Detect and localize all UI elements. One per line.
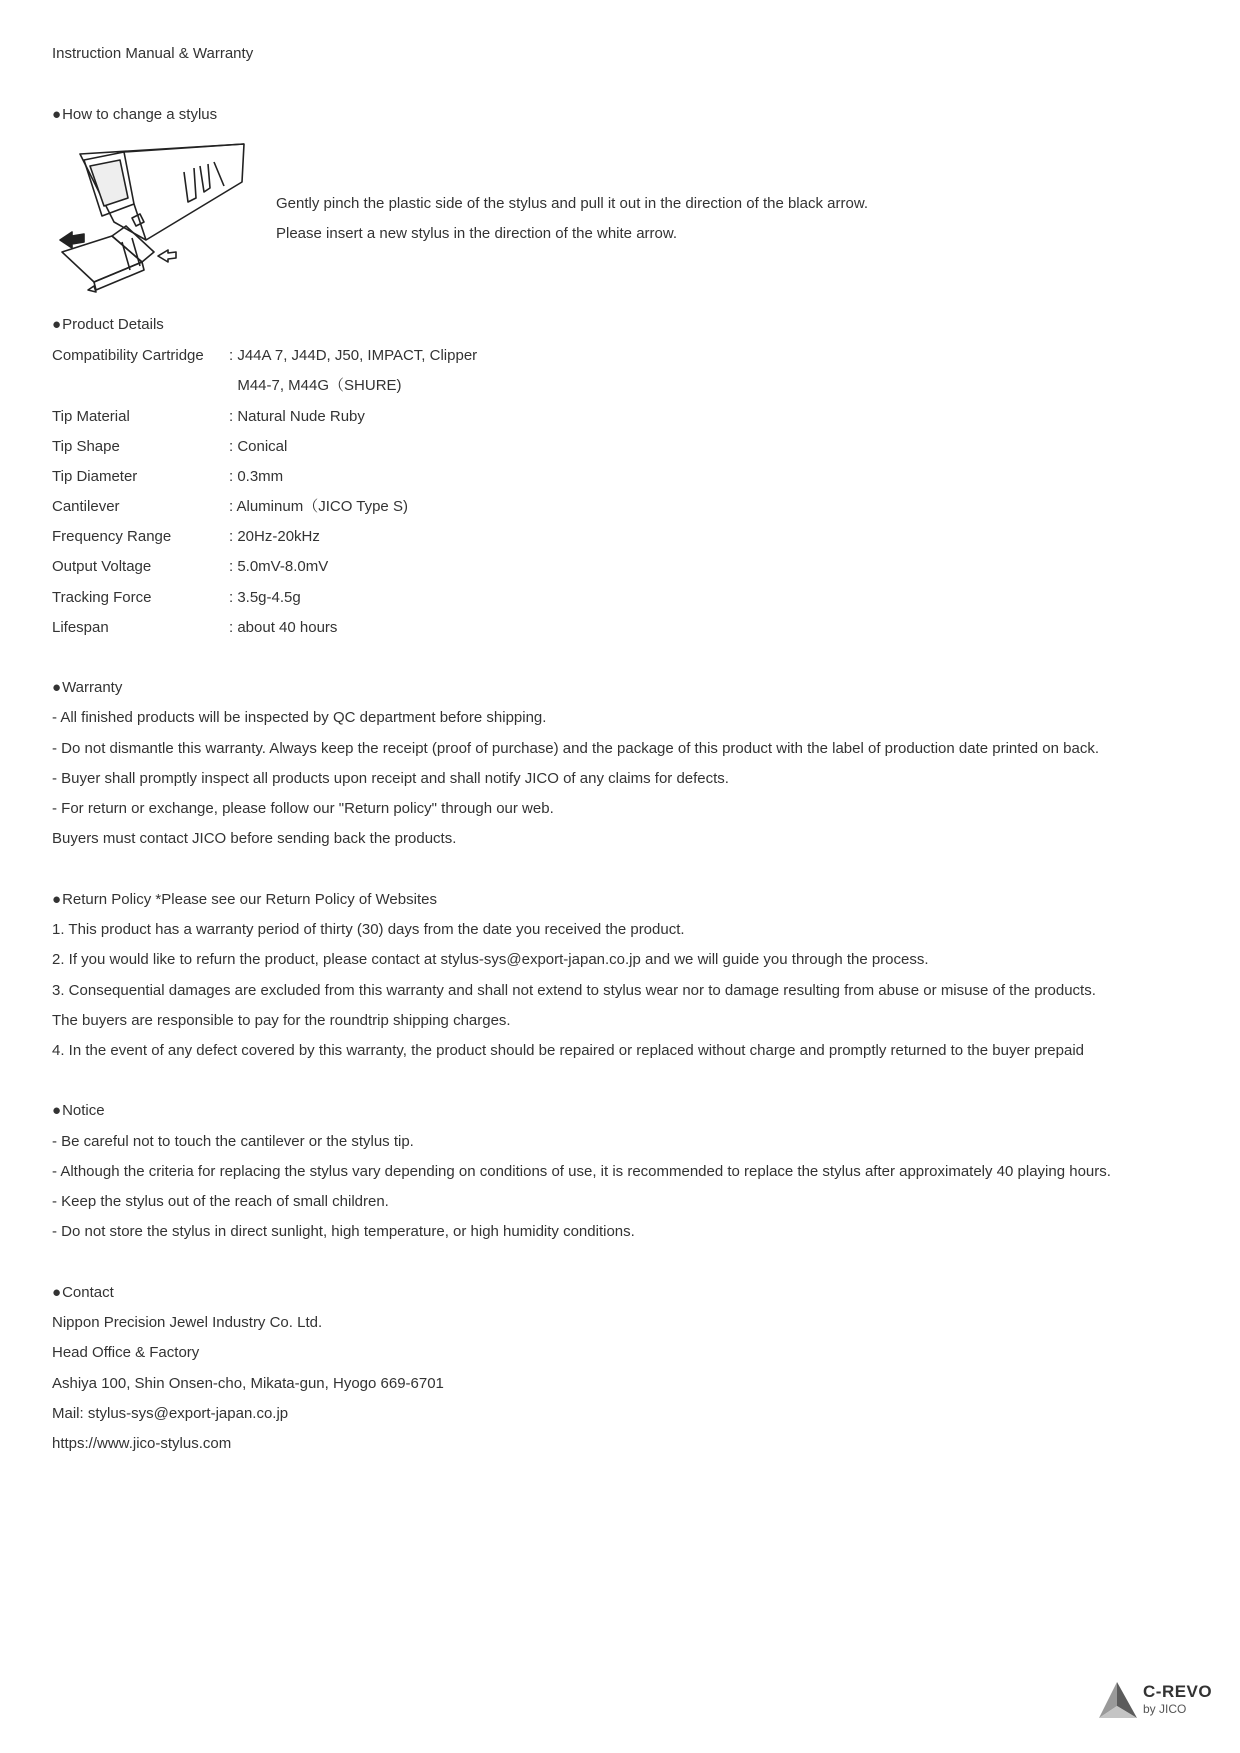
contact-company: Nippon Precision Jewel Industry Co. Ltd. bbox=[52, 1314, 323, 1331]
notice-line: - Keep the stylus out of the reach of small children. bbox=[52, 1193, 389, 1210]
warranty-line: - All finished products will be inspected by QC department before shipping. bbox=[52, 709, 547, 726]
section-heading-warranty: ●Warranty bbox=[52, 679, 123, 696]
contact-address: Ashiya 100, Shin Onsen-cho, Mikata-gun, Hyogo 669-6701 bbox=[52, 1375, 444, 1392]
return-policy-line: The buyers are responsible to pay for the roundtrip shipping charges. bbox=[52, 1012, 511, 1029]
spec-label: Tip Diameter bbox=[52, 468, 138, 485]
spec-row bbox=[52, 497, 852, 517]
spec-row bbox=[52, 407, 852, 427]
brand-logo bbox=[1097, 1680, 1215, 1720]
return-policy-line: 1. This product has a warranty period of thirty (30) days from the date you received the product. bbox=[52, 921, 685, 938]
spec-label: Lifespan bbox=[52, 619, 109, 636]
logo-brand-text: C-REVO bbox=[1143, 1682, 1213, 1701]
spec-label: Compatibility Cartridge bbox=[52, 347, 204, 364]
bullet-icon: ● bbox=[52, 891, 62, 908]
warranty-line: Buyers must contact JICO before sending back the products. bbox=[52, 830, 457, 847]
contact-office: Head Office & Factory bbox=[52, 1344, 200, 1361]
spec-row bbox=[52, 376, 852, 396]
notice-line: - Be careful not to touch the cantilever or the stylus tip. bbox=[52, 1133, 414, 1150]
spec-row bbox=[52, 588, 852, 608]
spec-row bbox=[52, 527, 852, 547]
contact-mail: Mail: stylus-sys@export-japan.co.jp bbox=[52, 1405, 289, 1422]
spec-value: M44-7, M44G（SHURE) bbox=[229, 377, 402, 394]
change-instruction-1: Gently pinch the plastic side of the stylus and pull it out in the direction of the black arrow. bbox=[276, 195, 868, 212]
spec-value: : 20Hz-20kHz bbox=[229, 528, 320, 545]
warranty-line: - Do not dismantle this warranty. Always keep the receipt (proof of purchase) and the package of this product with the label of production date printed on back. bbox=[52, 740, 1099, 757]
notice-line: - Do not store the stylus in direct sunlight, high temperature, or high humidity conditions. bbox=[52, 1223, 635, 1240]
triangle-logo-icon bbox=[1097, 1680, 1139, 1720]
section-heading-change-stylus: ●How to change a stylus bbox=[52, 106, 218, 123]
bullet-icon: ● bbox=[52, 679, 62, 696]
section-heading-notice: ●Notice bbox=[52, 1102, 105, 1119]
logo-sub-text: by JICO bbox=[1143, 1702, 1187, 1716]
spec-value: : J44A 7, J44D, J50, IMPACT, Clipper bbox=[229, 347, 478, 364]
return-policy-line: 4. In the event of any defect covered by this warranty, the product should be repaired or replaced without charge and promptly returned to the buyer prepaid bbox=[52, 1042, 1085, 1059]
section-heading-product-details: ●Product Details bbox=[52, 316, 164, 333]
spec-label: Tracking Force bbox=[52, 589, 152, 606]
stylus-diagram-icon bbox=[54, 142, 252, 300]
spec-label: Frequency Range bbox=[52, 528, 172, 545]
spec-label: Tip Shape bbox=[52, 438, 120, 455]
contact-website-link[interactable]: https://www.jico-stylus.com bbox=[52, 1435, 232, 1452]
spec-value: : 3.5g-4.5g bbox=[229, 589, 301, 606]
bullet-icon: ● bbox=[52, 1284, 62, 1301]
warranty-line: - Buyer shall promptly inspect all products upon receipt and shall notify JICO of any claims for defects. bbox=[52, 770, 729, 787]
bullet-icon: ● bbox=[52, 316, 62, 333]
spec-row bbox=[52, 467, 852, 487]
spec-value: : about 40 hours bbox=[229, 619, 338, 636]
spec-value: : 5.0mV-8.0mV bbox=[229, 558, 329, 575]
return-policy-line: 3. Consequential damages are excluded from this warranty and shall not extend to stylus wear nor to damage resulting from abuse or misuse of the products. bbox=[52, 982, 1096, 999]
section-heading-contact: ●Contact bbox=[52, 1284, 114, 1301]
section-heading-return-policy: ●Return Policy *Please see our Return Policy of Websites bbox=[52, 891, 437, 908]
spec-row bbox=[52, 618, 852, 638]
spec-value: : Natural Nude Ruby bbox=[229, 408, 365, 425]
change-instruction-2: Please insert a new stylus in the direction of the white arrow. bbox=[276, 225, 678, 242]
return-policy-line: 2. If you would like to refurn the product, please contact at stylus-sys@export-japan.co.jp and we will guide you through the process. bbox=[52, 951, 929, 968]
bullet-icon: ● bbox=[52, 106, 62, 123]
page-title: Instruction Manual & Warranty bbox=[52, 45, 254, 62]
bullet-icon: ● bbox=[52, 1102, 62, 1119]
spec-label: Tip Material bbox=[52, 408, 130, 425]
spec-value: : Conical bbox=[229, 438, 288, 455]
warranty-line: - For return or exchange, please follow our "Return policy" through our web. bbox=[52, 800, 554, 817]
spec-row bbox=[52, 346, 852, 366]
spec-row bbox=[52, 557, 852, 577]
spec-row bbox=[52, 437, 852, 457]
notice-line: - Although the criteria for replacing the stylus vary depending on conditions of use, it is recommended to replace the stylus after approximately 40 playing hours. bbox=[52, 1163, 1111, 1180]
spec-value: : 0.3mm bbox=[229, 468, 284, 485]
spec-label: Output Voltage bbox=[52, 558, 152, 575]
spec-label: Cantilever bbox=[52, 498, 120, 515]
spec-value: : Aluminum（JICO Type S) bbox=[229, 498, 408, 515]
